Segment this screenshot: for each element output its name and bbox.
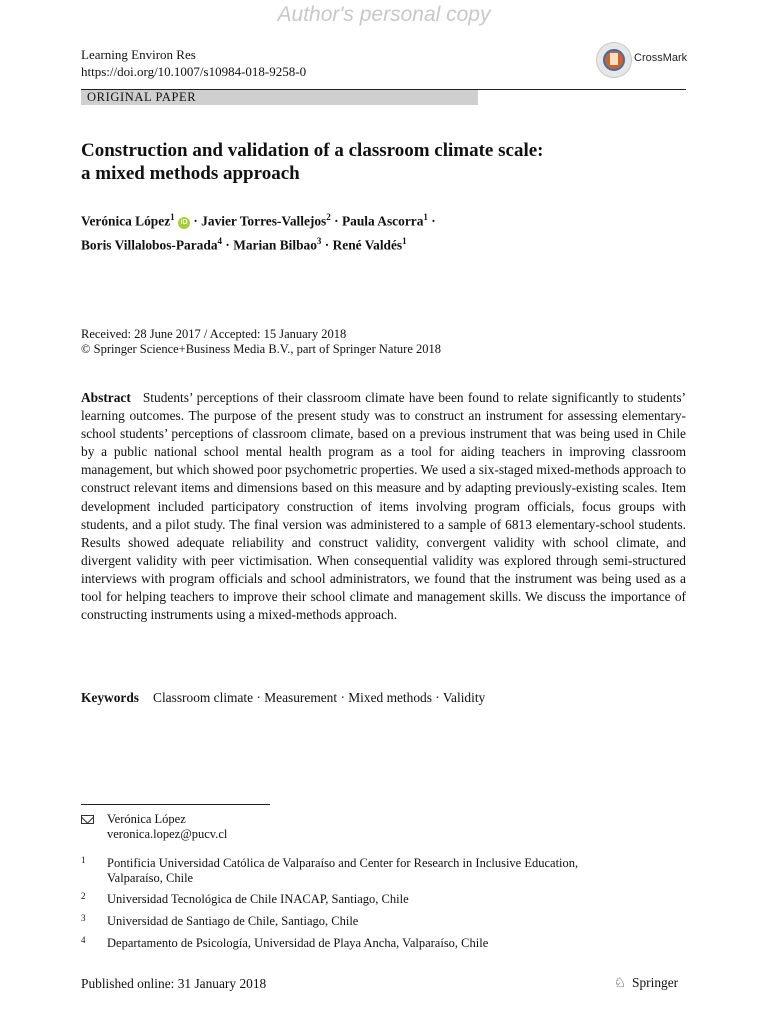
affiliation-text-cont: Valparaíso, Chile	[107, 871, 194, 885]
affiliation-number: 1	[81, 855, 86, 865]
watermark: Author's personal copy	[277, 3, 491, 26]
author-name[interactable]: Boris Villalobos-Parada	[81, 237, 218, 253]
author-affiliation-mark: 1	[402, 236, 407, 247]
envelope-icon	[81, 815, 94, 824]
abstract	[81, 389, 686, 624]
affiliation-number: 4	[81, 935, 86, 945]
keywords-text: Classroom climate · Measurement · Mixed methods · Validity	[153, 690, 486, 705]
affiliation-2	[81, 892, 681, 908]
crossmark-icon	[596, 42, 632, 78]
affiliation-number: 3	[81, 913, 86, 923]
author-affiliation-mark: 4	[217, 236, 223, 247]
crossmark-badge[interactable]	[596, 42, 696, 76]
author-name[interactable]: Javier Torres-Vallejos	[201, 213, 327, 229]
copyright-line: © Springer Science+Business Media B.V., part of Springer Nature 2018	[81, 342, 442, 356]
author-name[interactable]: Marian Bilbao	[233, 237, 317, 253]
springer-horse-icon: ♘	[613, 975, 626, 990]
affiliation-text: Universidad de Santiago de Chile, Santiago, Chile	[107, 914, 359, 928]
author-list	[81, 207, 701, 256]
footnote-rule	[81, 804, 270, 805]
abstract-text: Students’ perceptions of their classroom climate have been found to relate significantly to students’ learning outcomes. The purpose of the present study was to construct an instrument for assessing elementary-school students’ perceptions of classroom climate, based on a previous instrument that was being used in Chile by a public national school mental health program as a tool for aiding teachers in improving classroom management, but which showed poor psychometric properties. We used a six-staged mixed-methods approach to construct relevant items and dimensions based on this measure and by adapting previously-existing scales. Item development included participatory construction of items involving program officials, focus groups with students, and a pilot study. The final version was administered to a sample of 6813 elementary-school students. Results showed adequate reliability and construct validity, convergent validity with school climate, and divergent validity with peer victimisation. When consequential validity was explored through semi-structured interviews with program officials and school administrators, we found that the instrument was being used as a tool for helping teachers to improve their school climate and management skills. We discuss the importance of constructing instruments using a mixed-methods approach.	[81, 390, 686, 623]
author-affiliation-mark: 3	[316, 236, 322, 247]
doi-link[interactable]: https://doi.org/10.1007/s10984-018-9258-0	[81, 64, 307, 79]
article-type: ORIGINAL PAPER	[87, 90, 197, 104]
orcid-icon[interactable]: iD	[178, 217, 190, 229]
authors-line-2: Boris Villalobos-Parada$^4$ · Marian Bilbao$^3$ · René Valdés$^1$	[81, 236, 407, 253]
author-affiliation-mark: 1	[423, 212, 428, 222]
received-accepted: Received: 28 June 2017 / Accepted: 15 January 2018	[81, 327, 347, 341]
affiliation-1	[81, 856, 681, 888]
journal-name: Learning Environ Res	[81, 47, 196, 62]
abstract-label: Abstract	[81, 390, 131, 405]
keywords	[81, 690, 485, 706]
contact-email[interactable]: veronica.lopez@pucv.cl	[107, 827, 228, 841]
author-name[interactable]: Verónica López	[81, 213, 171, 229]
article-dates	[81, 327, 441, 357]
crossmark-label: CrossMark	[634, 52, 688, 64]
author-affiliation-mark: 1	[170, 212, 175, 222]
contact-name: Verónica López	[107, 812, 186, 826]
publisher-name: Springer	[632, 975, 679, 990]
title-line-2: a mixed methods approach	[81, 163, 300, 184]
affiliation-text: Pontificia Universidad Católica de Valparaíso and Center for Research in Inclusive Education,	[107, 856, 579, 870]
springer-logo	[612, 975, 678, 991]
author-name[interactable]: René Valdés	[332, 237, 403, 253]
keywords-label: Keywords	[81, 690, 140, 705]
article-type-band	[81, 90, 478, 105]
author-affiliation-mark: 2	[326, 212, 331, 222]
paper-title	[81, 139, 701, 185]
title-line-1: Construction and validation of a classroom climate scale:	[81, 140, 544, 161]
affiliation-number: 2	[81, 891, 86, 901]
journal-header	[81, 46, 306, 80]
affiliation-4	[81, 936, 681, 952]
corresponding-author	[81, 812, 381, 844]
published-online: Published online: 31 January 2018	[81, 976, 267, 991]
authors-line-1: Verónica López$^1$ iD · Javier Torres-Vallejos$^2$ · Paula Ascorra$^1$ ·	[81, 212, 436, 229]
author-name[interactable]: Paula Ascorra	[341, 213, 424, 229]
affiliation-3	[81, 914, 681, 930]
affiliation-text: Universidad Tecnológica de Chile INACAP, Santiago, Chile	[107, 892, 409, 906]
affiliation-text: Departamento de Psicología, Universidad de Playa Ancha, Valparaíso, Chile	[107, 936, 489, 950]
